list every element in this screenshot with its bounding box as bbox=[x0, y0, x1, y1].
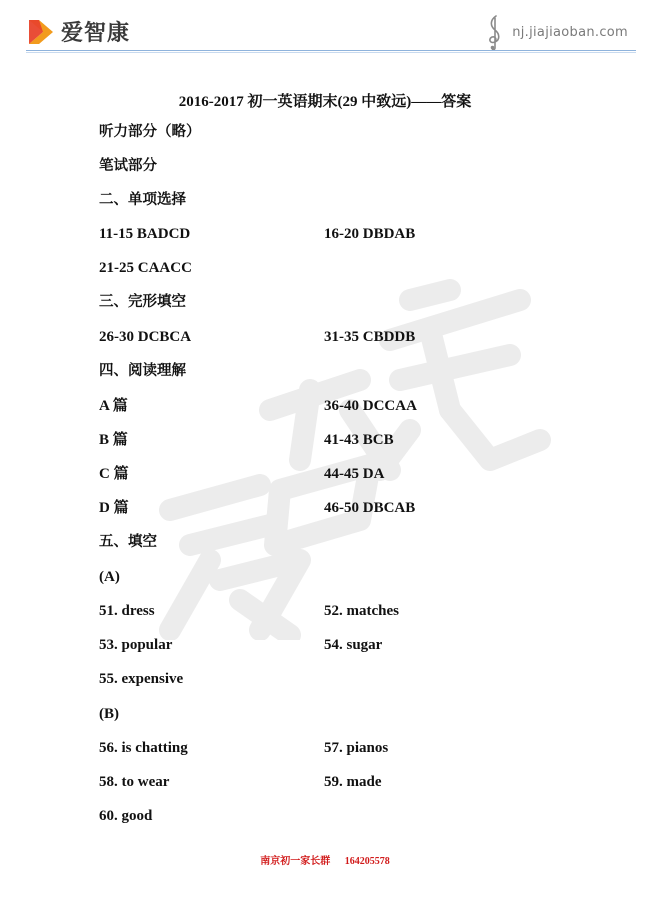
answer-57: 57. pianos bbox=[324, 740, 389, 756]
reading-answer-c: 44-45 DA bbox=[324, 466, 385, 482]
header-divider-light bbox=[26, 52, 636, 53]
section-fill-in: 五、填空 bbox=[99, 534, 157, 550]
brand-watermark bbox=[150, 260, 570, 640]
page-header bbox=[0, 0, 650, 62]
part-b-label: (B) bbox=[99, 706, 119, 722]
answer-56: 56. is chatting bbox=[99, 740, 188, 756]
footer-group-number: 164205578 bbox=[344, 856, 390, 867]
reading-answer-a: 36-40 DCCAA bbox=[324, 398, 417, 414]
reading-answer-b: 41-43 BCB bbox=[324, 432, 394, 448]
reading-label-b: B 篇 bbox=[99, 432, 128, 448]
answer-60: 60. good bbox=[99, 808, 153, 824]
site-url: nj.jiajiaoban.com bbox=[512, 24, 628, 40]
answer-11-15: 11-15 BADCD bbox=[99, 226, 191, 242]
answer-31-35: 31-35 CBDDB bbox=[324, 329, 416, 345]
answer-26-30: 26-30 DCBCA bbox=[99, 329, 192, 345]
answer-54: 54. sugar bbox=[324, 637, 383, 653]
answer-21-25: 21-25 CAACC bbox=[99, 260, 192, 276]
site-link bbox=[484, 14, 628, 50]
section-reading: 四、阅读理解 bbox=[99, 363, 186, 379]
section-single-choice: 二、单项选择 bbox=[99, 192, 186, 208]
answer-52: 52. matches bbox=[324, 603, 399, 619]
brand-logo bbox=[27, 16, 130, 47]
answer-58: 58. to wear bbox=[99, 774, 170, 790]
brand-logo-icon bbox=[27, 18, 55, 46]
reading-answer-d: 46-50 DBCAB bbox=[324, 500, 416, 516]
answer-53: 53. popular bbox=[99, 637, 173, 653]
reading-label-d: D 篇 bbox=[99, 500, 129, 516]
section-listening: 听力部分（略） bbox=[99, 124, 201, 140]
answer-51: 51. dress bbox=[99, 603, 155, 619]
page-title: 2016-2017 初一英语期末(29 中致远)——答案 bbox=[178, 94, 472, 110]
reading-label-c: C 篇 bbox=[99, 466, 129, 482]
part-a-label: (A) bbox=[99, 569, 120, 585]
answer-59: 59. made bbox=[324, 774, 382, 790]
brand-name: 爱智康 bbox=[61, 21, 131, 46]
footer-group-name: 南京初一家长群 bbox=[260, 856, 331, 867]
answer-55: 55. expensive bbox=[99, 671, 184, 687]
treble-clef-icon bbox=[484, 14, 506, 50]
reading-label-a: A 篇 bbox=[99, 398, 128, 414]
header-divider bbox=[26, 50, 636, 51]
section-written: 笔试部分 bbox=[99, 158, 157, 174]
answer-16-20: 16-20 DBDAB bbox=[324, 226, 416, 242]
section-cloze: 三、完形填空 bbox=[99, 294, 186, 310]
page-footer bbox=[0, 852, 650, 867]
